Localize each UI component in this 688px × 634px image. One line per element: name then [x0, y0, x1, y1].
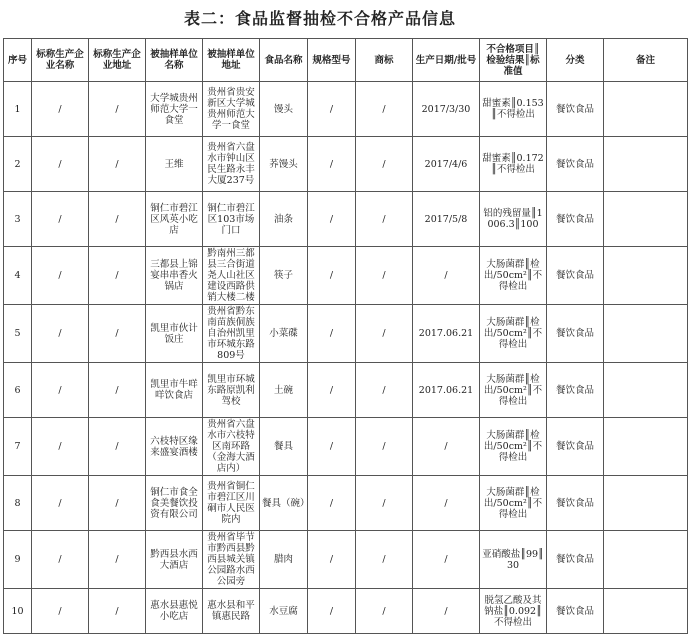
cell-category: 餐饮食品	[547, 476, 604, 531]
cell-spec: /	[308, 363, 356, 418]
cell-mfr-addr: /	[89, 418, 146, 476]
cell-no: 7	[4, 418, 32, 476]
cell-result: 脱氢乙酸及其钠盐║0.092║不得检出	[480, 589, 547, 634]
table-row	[4, 137, 688, 192]
cell-brand: /	[356, 192, 413, 247]
header-cell: 序号	[4, 39, 32, 82]
cell-unit-addr: 贵州省六盘水市六枝特区南环路（金海大酒店内）	[203, 418, 260, 476]
cell-mfr: /	[32, 418, 89, 476]
cell-no: 2	[4, 137, 32, 192]
cell-unit: 大学城贵州师范大学一食堂	[146, 82, 203, 137]
table-row	[4, 531, 688, 589]
cell-note	[604, 589, 688, 634]
cell-unit: 三都县上锦宴串串香火锅店	[146, 247, 203, 305]
cell-date: 2017/5/8	[413, 192, 480, 247]
cell-spec: /	[308, 418, 356, 476]
header-cell: 标称生产企业地址	[89, 39, 146, 82]
cell-brand: /	[356, 363, 413, 418]
cell-mfr-addr: /	[89, 82, 146, 137]
cell-date: /	[413, 531, 480, 589]
cell-spec: /	[308, 589, 356, 634]
table-row	[4, 363, 688, 418]
cell-date: 2017/3/30	[413, 82, 480, 137]
header-cell: 分类	[547, 39, 604, 82]
cell-spec: /	[308, 192, 356, 247]
cell-mfr: /	[32, 247, 89, 305]
cell-unit-addr: 凯里市环城东路原凯利驾校	[203, 363, 260, 418]
cell-date: 2017.06.21	[413, 305, 480, 363]
cell-mfr: /	[32, 531, 89, 589]
cell-unit-addr: 贵州省黔东南苗族侗族自治州凯里市环城东路809号	[203, 305, 260, 363]
cell-food: 油条	[260, 192, 308, 247]
header-cell: 不合格项目║检验结果║标准值	[480, 39, 547, 82]
cell-result: 大肠菌群║检出/50cm²║不得检出	[480, 305, 547, 363]
cell-no: 8	[4, 476, 32, 531]
cell-spec: /	[308, 82, 356, 137]
cell-note	[604, 247, 688, 305]
cell-date: 2017.06.21	[413, 363, 480, 418]
cell-mfr: /	[32, 305, 89, 363]
cell-category: 餐饮食品	[547, 305, 604, 363]
cell-category: 餐饮食品	[547, 247, 604, 305]
cell-date: /	[413, 418, 480, 476]
cell-no: 4	[4, 247, 32, 305]
header-cell: 被抽样单位名称	[146, 39, 203, 82]
header-cell: 规格型号	[308, 39, 356, 82]
cell-note	[604, 476, 688, 531]
cell-mfr-addr: /	[89, 589, 146, 634]
cell-brand: /	[356, 531, 413, 589]
cell-unit: 铜仁市食全食美餐饮投资有限公司	[146, 476, 203, 531]
cell-spec: /	[308, 476, 356, 531]
cell-mfr-addr: /	[89, 476, 146, 531]
header-cell: 备注	[604, 39, 688, 82]
cell-unit: 惠水县惠悦小吃店	[146, 589, 203, 634]
table-row	[4, 305, 688, 363]
cell-date: /	[413, 247, 480, 305]
cell-note	[604, 137, 688, 192]
header-cell: 商标	[356, 39, 413, 82]
cell-food: 餐具	[260, 418, 308, 476]
cell-brand: /	[356, 418, 413, 476]
cell-date: /	[413, 589, 480, 634]
cell-mfr-addr: /	[89, 363, 146, 418]
cell-brand: /	[356, 589, 413, 634]
cell-food: 水豆腐	[260, 589, 308, 634]
table-row	[4, 418, 688, 476]
table-row	[4, 589, 688, 634]
cell-brand: /	[356, 137, 413, 192]
inspection-table	[3, 38, 688, 634]
cell-unit: 铜仁市碧江区风英小吃店	[146, 192, 203, 247]
cell-brand: /	[356, 247, 413, 305]
cell-food: 餐具（碗）	[260, 476, 308, 531]
cell-brand: /	[356, 305, 413, 363]
cell-mfr: /	[32, 363, 89, 418]
cell-mfr: /	[32, 476, 89, 531]
table-row	[4, 247, 688, 305]
cell-unit: 凯里市伙计饭庄	[146, 305, 203, 363]
cell-no: 6	[4, 363, 32, 418]
cell-no: 3	[4, 192, 32, 247]
cell-unit-addr: 铜仁市碧江区103市场门口	[203, 192, 260, 247]
cell-spec: /	[308, 305, 356, 363]
cell-brand: /	[356, 82, 413, 137]
cell-unit: 六枝特区缘来盛宴酒楼	[146, 418, 203, 476]
cell-unit-addr: 黔南州三都县三合街道尧人山社区建设西路供销大楼二楼	[203, 247, 260, 305]
cell-category: 餐饮食品	[547, 531, 604, 589]
table-row	[4, 192, 688, 247]
cell-mfr: /	[32, 137, 89, 192]
cell-date: 2017/4/6	[413, 137, 480, 192]
cell-food: 筷子	[260, 247, 308, 305]
cell-unit-addr: 贵州省六盘水市钟山区民生路永丰大厦237号	[203, 137, 260, 192]
cell-result: 铝的残留量║1006.3║100	[480, 192, 547, 247]
cell-category: 餐饮食品	[547, 589, 604, 634]
header-cell: 食品名称	[260, 39, 308, 82]
cell-unit-addr: 贵州省铜仁市碧江区川硐市人民医院内	[203, 476, 260, 531]
cell-unit-addr: 贵州省毕节市黔西县黔西县城关镇公园路水西公园旁	[203, 531, 260, 589]
cell-mfr-addr: /	[89, 531, 146, 589]
cell-mfr: /	[32, 82, 89, 137]
cell-unit: 黔西县水西大酒店	[146, 531, 203, 589]
header-row	[4, 39, 688, 82]
cell-note	[604, 305, 688, 363]
cell-spec: /	[308, 137, 356, 192]
cell-brand: /	[356, 476, 413, 531]
cell-unit-addr: 贵州省贵安新区大学城贵州师范大学一食堂	[203, 82, 260, 137]
cell-no: 1	[4, 82, 32, 137]
cell-note	[604, 192, 688, 247]
cell-result: 大肠菌群║检出/50cm²║不得检出	[480, 247, 547, 305]
cell-unit: 王维	[146, 137, 203, 192]
cell-category: 餐饮食品	[547, 363, 604, 418]
cell-unit: 凯里市牛咩咩饮食店	[146, 363, 203, 418]
cell-result: 大肠菌群║检出/50cm²║不得检出	[480, 418, 547, 476]
cell-note	[604, 531, 688, 589]
cell-result: 甜蜜素║0.172║不得检出	[480, 137, 547, 192]
cell-food: 馒头	[260, 82, 308, 137]
cell-note	[604, 363, 688, 418]
cell-food: 土碗	[260, 363, 308, 418]
cell-food: 腊肉	[260, 531, 308, 589]
header-cell: 生产日期/批号	[413, 39, 480, 82]
header-cell: 被抽样单位地址	[203, 39, 260, 82]
cell-result: 大肠菌群║检出/50cm²║不得检出	[480, 476, 547, 531]
cell-spec: /	[308, 531, 356, 589]
cell-category: 餐饮食品	[547, 192, 604, 247]
cell-mfr-addr: /	[89, 247, 146, 305]
cell-mfr-addr: /	[89, 192, 146, 247]
cell-food: 小菜碟	[260, 305, 308, 363]
cell-category: 餐饮食品	[547, 418, 604, 476]
cell-food: 荞馒头	[260, 137, 308, 192]
cell-result: 甜蜜素║0.153║不得检出	[480, 82, 547, 137]
cell-spec: /	[308, 247, 356, 305]
cell-mfr: /	[32, 589, 89, 634]
cell-no: 9	[4, 531, 32, 589]
cell-date: /	[413, 476, 480, 531]
page-title: 表二：食品监督抽检不合格产品信息	[183, 9, 456, 28]
table-row	[4, 82, 688, 137]
cell-result: 亚硝酸盐║99║30	[480, 531, 547, 589]
cell-mfr-addr: /	[89, 305, 146, 363]
cell-note	[604, 82, 688, 137]
cell-result: 大肠菌群║检出/50cm²║不得检出	[480, 363, 547, 418]
cell-no: 10	[4, 589, 32, 634]
cell-mfr: /	[32, 192, 89, 247]
header-cell: 标称生产企业名称	[32, 39, 89, 82]
cell-no: 5	[4, 305, 32, 363]
cell-category: 餐饮食品	[547, 82, 604, 137]
cell-unit-addr: 惠水县和平镇惠民路	[203, 589, 260, 634]
cell-category: 餐饮食品	[547, 137, 604, 192]
cell-mfr-addr: /	[89, 137, 146, 192]
table-row	[4, 476, 688, 531]
cell-note	[604, 418, 688, 476]
